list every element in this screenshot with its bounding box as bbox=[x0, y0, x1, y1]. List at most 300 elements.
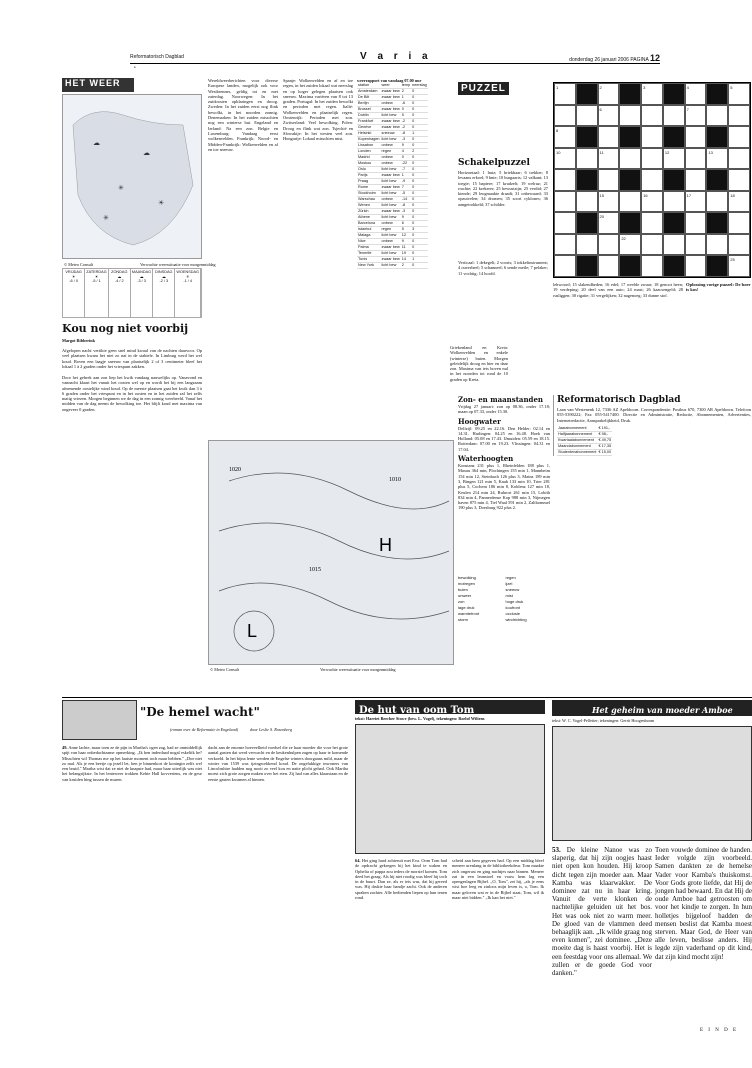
map-credit-top: © Meteo Consult bbox=[64, 262, 94, 267]
story-amboe-end: E I N D E bbox=[700, 1028, 738, 1033]
table-cell: Helsinki bbox=[357, 131, 381, 137]
svg-text:H: H bbox=[379, 535, 392, 555]
puzzle-cell[interactable]: 13 bbox=[706, 148, 728, 170]
puzzle-cell[interactable] bbox=[576, 148, 598, 170]
table-cell: Jaarabonnement bbox=[557, 426, 597, 432]
table-cell: Amsterdam bbox=[357, 89, 381, 95]
puzzle-black-cell bbox=[619, 83, 641, 105]
puzzle-cell[interactable]: 1 bbox=[554, 83, 576, 105]
table-cell: 1 bbox=[401, 95, 411, 101]
puzzle-cell[interactable] bbox=[554, 255, 576, 277]
table-cell: zwaar bew bbox=[381, 185, 400, 189]
puzzle-cell[interactable]: 20 bbox=[598, 212, 620, 234]
story-hemel-num: 49. bbox=[62, 745, 68, 750]
table-cell: onbew bbox=[381, 239, 401, 245]
story-tom-subtitle: tekst: Harriet Beecher Stowe (bew. L. Vogel), tekeningen: Roelof Wiltens bbox=[355, 716, 485, 721]
story-amboe-col1 bbox=[552, 846, 652, 977]
puzzle-cell[interactable]: 11 bbox=[598, 148, 620, 170]
story-tom-num: 64. bbox=[355, 858, 361, 863]
page-date-line bbox=[569, 53, 660, 63]
table-cell: licht bew bbox=[381, 167, 401, 173]
table-cell: zwaar bew bbox=[381, 89, 400, 93]
map-caption-bottom: Verwachte weerssituatie voor morgenmiddag bbox=[320, 667, 396, 672]
story-amboe-title: Het geheim van moeder Amboe bbox=[592, 705, 733, 715]
weather-byline: Margot Ribberink bbox=[62, 338, 95, 343]
table-cell: 0 bbox=[411, 203, 428, 209]
map-caption-top: Verwachte weerssituatie voor morgenmiddag bbox=[140, 262, 216, 267]
table-cell: De Bilt bbox=[357, 95, 381, 101]
table-cell: 5 bbox=[401, 227, 411, 233]
puzzle-cell[interactable] bbox=[728, 148, 750, 170]
weather-banner: HET WEER bbox=[62, 78, 134, 92]
table-cell: 1 bbox=[411, 257, 428, 263]
puzzle-cell[interactable]: 16 bbox=[641, 191, 663, 213]
table-cell: Kopenhagen bbox=[358, 137, 380, 141]
puzzle-clues-bottom: lehwoord; 15 slakendheden; 16 edel; 17 weelde zwaar; 18 genoot heen; 19 verdeping; 20 deel van een auto; 24 mast; 26 kaacsengeld; 28 rusliggen; 30 rigatie; 31 vergelijken; 32 nagenoeg; 33 dunne stof. bbox=[553, 282, 683, 298]
europe-map-icon bbox=[63, 95, 201, 258]
puzzle-horizontaal: Horizontaal: 1 huiz; 5 briekhaar; 6 trekker; 8 levaans erkoel; 9 bnie; 10 burgaarts; 12 valkant; 13 toegte; 15 baptere; 17 krudzelt; 19 welruz; 21 rrachte; 22 krekerer; 25 bewustzijn; 25 verdid; 27 kiende; 29 leogmaakte draadt; 31 onbewaard; 33 opzuivelen; 34 dromen; 35 soort cyklones; 36 aangetrokkeld; 37 schilder. bbox=[458, 170, 548, 207]
answer-label: Oplossing vorige puzzel: bbox=[686, 282, 734, 287]
table-cell: 0 bbox=[411, 197, 428, 203]
puzzle-cell[interactable] bbox=[641, 148, 663, 170]
puzzle-cell[interactable]: 25 bbox=[728, 255, 750, 277]
table-cell: -2 bbox=[401, 125, 411, 131]
table-cell: 1 bbox=[401, 173, 411, 179]
table-cell: licht bew bbox=[381, 233, 401, 239]
hoogwater-title: Hoogwater bbox=[458, 416, 501, 426]
table-cell: zwaar bew bbox=[381, 209, 400, 213]
legend-item: koufront bbox=[505, 605, 520, 610]
table-cell: zwaar bew bbox=[381, 95, 400, 99]
puzzle-cell[interactable] bbox=[706, 234, 728, 256]
table-cell: Dublin bbox=[357, 113, 381, 119]
colophon-text: Laan van Westenenk 12, 7336 AZ Apeldoorn. Correspondentie: Postbus 670, 7300 AR Apeldoorn. Telefoon 055-5390222; Fax 055-5417400. Directie en Administratie, Redactie, Abonnementen, Advertenties, Internetredactie, Aansprakelijkheid, Druk. bbox=[557, 407, 751, 423]
table-cell: -6 bbox=[401, 101, 411, 107]
table-cell: € 98,- bbox=[597, 431, 612, 437]
table-cell: Athene bbox=[357, 215, 381, 221]
table-cell: -3 bbox=[401, 209, 411, 215]
table-cell: Genève bbox=[357, 125, 381, 131]
sunmoon-block bbox=[458, 395, 550, 511]
table-cell: 0 bbox=[411, 173, 428, 179]
legend-item: bewolking bbox=[458, 575, 476, 580]
svg-text:☁: ☁ bbox=[93, 139, 100, 147]
puzzle-cell[interactable] bbox=[598, 255, 620, 277]
puzzle-cell[interactable]: 3 bbox=[641, 83, 663, 105]
puzzle-cell[interactable]: 15 bbox=[598, 191, 620, 213]
puzzle-cell[interactable] bbox=[728, 212, 750, 234]
table-cell: -3 bbox=[401, 137, 411, 143]
weather-legend bbox=[458, 575, 550, 622]
table-cell: € 191,- bbox=[598, 425, 611, 430]
puzzle-cell[interactable] bbox=[728, 126, 750, 148]
table-cell: 0 bbox=[411, 221, 428, 227]
table-cell: Frankfurt bbox=[357, 119, 381, 125]
puzzle-cell[interactable]: 8 bbox=[554, 126, 576, 148]
table-cell: licht bew bbox=[381, 203, 401, 209]
legend-item: warmtefront bbox=[458, 611, 480, 616]
puzzle-cell[interactable] bbox=[576, 191, 598, 213]
puzzle-cell[interactable] bbox=[685, 234, 707, 256]
table-cell: Berlijn bbox=[357, 101, 381, 107]
legend-item: regen bbox=[505, 575, 516, 580]
table-cell: -8 bbox=[401, 131, 411, 137]
table-row bbox=[557, 443, 612, 449]
table-cell: regen bbox=[381, 227, 401, 233]
sunmoon-text: Vrijdag 27 januari: zon op 08.36, onder 17.18; maan op 07.33, onder 15.30. bbox=[458, 404, 550, 415]
puzzle-cell[interactable] bbox=[619, 148, 641, 170]
puzzle-cell[interactable] bbox=[685, 148, 707, 170]
table-cell: Moskou bbox=[357, 161, 381, 167]
page-header bbox=[130, 48, 660, 64]
table-cell: onbew bbox=[381, 155, 401, 161]
puzzle-cell[interactable]: 17 bbox=[685, 191, 707, 213]
table-cell: 0 bbox=[411, 167, 428, 173]
table-cell: 1 bbox=[411, 131, 428, 137]
puzzle-cell[interactable] bbox=[706, 105, 728, 127]
table-cell: 12 bbox=[401, 233, 411, 239]
puzzle-black-cell bbox=[663, 83, 685, 105]
header-dot-left: • bbox=[134, 66, 136, 71]
table-cell: 0 bbox=[411, 263, 428, 269]
table-row bbox=[357, 263, 428, 269]
puzzle-grid[interactable] bbox=[553, 82, 751, 278]
story-hemel-col2: dacht aan de enorme hoeveelheid voedsel die ze haar moeder die voor het grote aantal gasten dat werd verwacht en de keukenhulpen zagen op haar te komende verkoeld. In het bijna lente werden de Engelse winters doorgaans mild, maar de winter van 1539 was ijzingwekkend koud. De ongelukkige inwoners van Lincolnshire hadden nog nooit zo veel kou en natte plicht gehad. Ook Martha moest zich grote zorgen maken over het eten. Zij had van alles klaarstaan en de eerste gasten kwamen al binnen. bbox=[208, 745, 348, 782]
table-cell: 0 bbox=[411, 143, 428, 149]
svg-text:1020: 1020 bbox=[229, 467, 241, 473]
page-number: 12 bbox=[649, 53, 660, 63]
story-amboe-col2: Toen vouwde dominee de handen. Ieder volgde zijn voorbeeld. Samen dankten ze de hemelse Vader voor Kamba's thuiskomst. Voor Gods grote liefde, dat Hij de jongen had bewaard. En dat Hij de oude Amboe had getroosten om voor het kindje te zorgen. In hun holletjes bijgeloof hadden de mensen beslist dat Kamba moest sterven. Maar God, de Heer van alle leven, beslisse anders. Hij legde zijn vaderhand op dit kind, dat zijn kind mocht zijn! bbox=[655, 846, 752, 961]
table-cell: 0 bbox=[411, 209, 428, 215]
weather-headline: Kou nog niet voorbij bbox=[62, 322, 189, 335]
table-cell: Kwartaalabonnement bbox=[557, 437, 597, 443]
weather-report-table bbox=[357, 78, 447, 269]
puzzle-cell[interactable] bbox=[663, 191, 685, 213]
table-cell: licht bew bbox=[381, 263, 401, 269]
table-cell: Barcelona bbox=[357, 221, 381, 227]
table-header: neerslag bbox=[412, 83, 427, 87]
forecast-day: MAANDAG ☁ -3 / 3 bbox=[131, 269, 153, 317]
puzzle-cell[interactable] bbox=[554, 105, 576, 127]
table-cell: sneeuw bbox=[381, 131, 401, 137]
puzzle-cell[interactable] bbox=[641, 126, 663, 148]
puzzle-cell[interactable] bbox=[685, 126, 707, 148]
puzzle-cell[interactable] bbox=[663, 234, 685, 256]
story-hemel-subtitle: (roman over de Reformatie in Engeland) bbox=[170, 727, 239, 732]
puzzle-cell[interactable]: 18 bbox=[728, 191, 750, 213]
puzzle-cell[interactable] bbox=[554, 191, 576, 213]
story-tom-col2: scheid aan hem gegeven had. Op een middag bleef meneer urenlang in de bibliotheekdeur. Tom maakte zich ongerust en ging nachtjes naar binnen. Meneer zat in een leunstoel en vouw hem lag een opengeslagen Bijbel. „O, Tom", zei hij, „als je eens wist hoe leeg en zinloos mijn leven is, o, Tom. Ik maar geloven wat er in de Bijbel staat, Tom, wil ik maar niet bidden." „Ik kan het niet." bbox=[452, 858, 544, 901]
table-cell: 9 bbox=[401, 215, 411, 221]
puzzle-black-cell bbox=[619, 212, 641, 234]
country-forecast-col2: Spanje: Wolkenvelden en af en toe regen, in het zuiden lokaal wat neerslag en op hoger gelegen plaatsen ook sneeuw. Maxima variëren van 8 tot 13 graden. Portugal: In het zuiden bewolkt en perioden met regen. Italië: Wolkenvelden en plaatselijk regen. Oostenrijk: Perioden met zon. Zwitserland: Veel bewolking. Polen: Droog en flink wat zon. Tsjechië en Slowakije: In het westen veel zon. Hongarije: Lokaal misschien mist. bbox=[283, 78, 353, 142]
table-cell: Istanbul bbox=[357, 227, 381, 233]
table-cell: € 49,75 bbox=[598, 437, 612, 442]
legend-item: motregen bbox=[458, 581, 475, 586]
legend-item: occlusie bbox=[505, 611, 520, 616]
table-cell: € 15,00 bbox=[598, 449, 612, 454]
table-cell: 5 bbox=[401, 113, 411, 119]
table-cell: -7 bbox=[401, 167, 411, 173]
puzzle-black-cell bbox=[663, 169, 685, 191]
forecast-day: DINSDAG ☁ -2 / 3 bbox=[153, 269, 175, 317]
puzzle-cell[interactable] bbox=[598, 169, 620, 191]
forecast-day: ZATERDAG ☀ -5 / 1 bbox=[85, 269, 108, 317]
table-row bbox=[557, 431, 612, 437]
puzzle-black-cell bbox=[663, 212, 685, 234]
puzzle-cell[interactable] bbox=[554, 234, 576, 256]
colophon bbox=[553, 395, 751, 456]
table-cell: licht bew bbox=[381, 191, 401, 197]
answer-text: De boer is kos! bbox=[686, 282, 751, 293]
waterhoogten-title: Waterhoogten bbox=[458, 454, 514, 464]
table-cell: 14 bbox=[401, 257, 411, 263]
puzzle-cell[interactable]: 5 bbox=[728, 83, 750, 105]
story-amboe-text: De kleine Nanoe was zo slaperig, dat hij zijn oogjes haast niet open kon houden. Hij kroop dicht tegen zijn moeder aan. Maar Kamba was klaarwakker. De dominee zat nu in haar kring. Vanuit de verte klonken de nachtelijke geluiden uit het bos. Het was ook niet zo warm meer. De gloed van de vlammen deed behaaglijk aan. „Ik wilde graag nog even komen", zei dominee. „Deze moeite dag is haast voorbij. Het is een feestdag voor ons allemaal. We zullen er de goede God voor danken." bbox=[552, 846, 652, 978]
puzzle-black-cell bbox=[576, 255, 598, 277]
table-cell: 9 bbox=[401, 143, 411, 149]
table-cell: 0 bbox=[411, 119, 428, 125]
table-title: weerrapport van vandaag 07.00 uur bbox=[357, 78, 422, 83]
table-cell: Rome bbox=[357, 185, 381, 191]
svg-text:✳: ✳ bbox=[103, 214, 109, 222]
weather-table bbox=[357, 83, 428, 269]
story-hemel-title: "De hemel wacht" bbox=[140, 705, 260, 719]
puzzle-black-cell bbox=[663, 255, 685, 277]
table-cell: Maandabonnement bbox=[557, 443, 597, 449]
legend-item: mist bbox=[505, 593, 513, 598]
table-cell: onbew bbox=[381, 221, 401, 227]
table-cell: zwaar bew bbox=[381, 257, 400, 261]
svg-text:L: L bbox=[247, 621, 258, 641]
puzzle-cell[interactable] bbox=[641, 169, 663, 191]
puzzle-cell[interactable] bbox=[619, 105, 641, 127]
section-title: V a r i a bbox=[360, 51, 432, 62]
puzzle-cell[interactable] bbox=[728, 234, 750, 256]
puzzle-cell[interactable] bbox=[576, 105, 598, 127]
table-cell: licht bew bbox=[381, 137, 401, 143]
puzzle-black-cell bbox=[706, 83, 728, 105]
puzzle-cell[interactable] bbox=[685, 212, 707, 234]
puzzle-verticaal: Verticaal: 1 dekegelt; 2 vooris; 3 tokkelinstrument; 4 ouverheel; 5 schanneel; 6 sende metle; 7 pelaker; 11 vochtig; 14 hoofd. bbox=[458, 260, 548, 276]
table-cell: Warschau bbox=[357, 197, 381, 203]
puzzle-title: Schakelpuzzel bbox=[458, 158, 530, 168]
table-cell: -9 bbox=[401, 179, 411, 185]
puzzle-black-cell bbox=[619, 169, 641, 191]
puzzle-black-cell bbox=[576, 83, 598, 105]
table-cell: Stockholm bbox=[357, 191, 381, 197]
puzzle-cell[interactable]: 7 bbox=[685, 105, 707, 127]
table-cell: Parijs bbox=[357, 173, 381, 179]
forecast-day: ZONDAG ☁ -4 / 2 bbox=[109, 269, 131, 317]
puzzle-cell[interactable]: 2 bbox=[598, 83, 620, 105]
table-cell: 0 bbox=[411, 89, 428, 95]
table-cell: licht bew bbox=[381, 113, 401, 119]
puzzle-black-cell bbox=[706, 169, 728, 191]
puzzle-cell[interactable] bbox=[641, 255, 663, 277]
table-cell: € 17,35 bbox=[598, 443, 612, 448]
table-header: weer bbox=[381, 83, 401, 89]
colophon-title: Reformatorisch Dagblad bbox=[557, 395, 681, 405]
table-cell: -5 bbox=[401, 191, 411, 197]
table-cell: 0 bbox=[411, 137, 428, 143]
table-cell: licht bew bbox=[381, 215, 401, 221]
table-cell: Lissabon bbox=[357, 143, 381, 149]
weather-body: Door het gebrek aan zon liep het kwik vandaag nauwelijks op. Vanavond en vannacht klaart het vanuit het oosten wel op en wordt het bij een langzaam afnemende oostelijke wind koud. Op de meeste plaatsen gaat het kwik dan 3 à 6 graden onder het vriespunt en in het oosten en in het zuiden zal het zelfs matig vriezen. Morgen beginnen we de dag in een zonnig weerbeeld. Vanaf het midden van de dag neemt de bewolking toe. Het blijft koud met maxima van ongeveer 0 graden. bbox=[62, 375, 202, 412]
table-cell: 0 bbox=[411, 161, 428, 167]
puzzle-cell[interactable] bbox=[728, 169, 750, 191]
paper-name: Reformatorisch Dagblad bbox=[130, 54, 184, 60]
waterhoogten-text: Konstanz 231 plus 1, Rheinfelden 188 plus 1, Maxau 364 min, Plochingen 155 min 1, Mannheim 154 min 12, Steinbach 126 plus 3, Mainz 189 min 3, Bingen 121 min 5, Kaub 133 min 10, Trier 281 plus 5, Cochem 186 min 8, Koblenz 127 min 18, Keulen 214 min 24, Ruhrort 261 min 15, Lobith 834 min 4, Pannerdense Kop 988 min 3, Nijmegen haven 875 min 4, Tiel Waal 591 min 2, Zaltbommel 190 plus 3, Doesburg 922 plus 2. bbox=[458, 463, 550, 511]
table-cell: 2 bbox=[401, 263, 411, 269]
forecast-day: VRIJDAG ☀ -6 / 0 bbox=[63, 269, 85, 317]
puzzle-cell[interactable] bbox=[728, 105, 750, 127]
story-hemel-text: Anne lachte, maar toen ze de pijn in Martha's ogen zag, had ze onmiddellijk spijt van haar onbedachtzame opmerking. „Ik ben inderdaad nogal eskeliik he? Misschien wil Thomas me op het laatste moment toch maar hebben." „Doe niet zo mal. Als je een beetje op jezelf let, ben je binnenkort de koningin zelfs wel een bruid." Martha wist dat ze niet de knapste had, maar haar uiterlijk was niet het belangrijkste. In het lenteweer trokken Kebie Hall kovvertens, en de geur van kruiden hing tussen de muren. bbox=[62, 745, 203, 782]
legend-item: buien bbox=[458, 587, 468, 592]
table-cell: regen bbox=[381, 149, 401, 155]
table-cell: 0 bbox=[411, 215, 428, 221]
table-cell: 0 bbox=[401, 107, 411, 113]
pressure-map bbox=[208, 440, 454, 665]
puzzle-cell[interactable]: 4 bbox=[685, 83, 707, 105]
puzzle-black-cell bbox=[706, 255, 728, 277]
svg-text:1015: 1015 bbox=[309, 567, 321, 573]
table-cell: onbew bbox=[381, 161, 401, 167]
puzzle-cell[interactable] bbox=[685, 255, 707, 277]
story-amboe-num: 53. bbox=[552, 846, 561, 854]
puzzle-cell[interactable] bbox=[663, 105, 685, 127]
table-cell: 0 bbox=[411, 245, 428, 251]
legend-item: ijzel bbox=[505, 581, 513, 586]
table-cell: Palma bbox=[357, 245, 381, 251]
puzzle-cell[interactable] bbox=[641, 234, 663, 256]
country-forecast-col1: Wereldweerberichten voor diverse Europese landen, mogelijk ook voor Westbrennes, geldig tot en met zaterdag. Noorwegen: In het zuidoosten opklaringen en droog. Zweden: In het zuiden eerst nog flink bewolkt, in het noorden zonnig. Denemarken: In het zuiden misschien nog een winterse bui. Engeland en Ierland: Na een zon. Belgie en Luxemburg: Vandaag eerst wolkenvelden. Frankrijk: Noord- en Midden-Frankrijk: Wolkenvelden en af en toe sneeuw. bbox=[208, 78, 278, 152]
puzzle-cell[interactable] bbox=[554, 212, 576, 234]
story-hemel-col1 bbox=[62, 745, 202, 1045]
legend-item: lage druk bbox=[458, 605, 475, 610]
puzzle-logo: PUZZEL bbox=[458, 82, 509, 95]
table-cell: 0 bbox=[411, 155, 428, 161]
puzzle-black-cell bbox=[619, 255, 641, 277]
svg-text:☁: ☁ bbox=[143, 149, 150, 157]
puzzle-cell[interactable]: 10 bbox=[554, 148, 576, 170]
page-separator bbox=[62, 697, 752, 698]
puzzle-cell[interactable]: 6 bbox=[598, 105, 620, 127]
table-cell: Tenerife bbox=[357, 251, 381, 257]
table-cell: zwaar bew bbox=[381, 119, 400, 123]
table-cell: 0 bbox=[411, 179, 428, 185]
table-cell: 0 bbox=[411, 101, 428, 107]
legend-item: zon bbox=[458, 599, 465, 604]
legend-item: sneeuw bbox=[505, 587, 520, 592]
table-cell: zwaar bew bbox=[381, 173, 400, 177]
puzzle-cell[interactable] bbox=[554, 169, 576, 191]
table-cell: -2 bbox=[401, 119, 411, 125]
table-cell: 0 bbox=[411, 239, 428, 245]
table-cell: zwaar bew bbox=[381, 245, 400, 249]
table-cell: zwaar bew bbox=[381, 125, 400, 129]
table-cell: Praag bbox=[357, 179, 381, 185]
table-cell: 7 bbox=[401, 185, 411, 191]
table-cell: Tunis bbox=[357, 257, 381, 263]
table-cell: 6 bbox=[401, 221, 411, 227]
puzzle-cell[interactable]: 22 bbox=[619, 234, 641, 256]
story-tom-illustration bbox=[355, 724, 545, 854]
date: donderdag 26 januari 2006 bbox=[569, 57, 629, 63]
table-cell: 3 bbox=[411, 227, 428, 233]
puzzle-black-cell bbox=[706, 126, 728, 148]
puzzle-black-cell bbox=[576, 126, 598, 148]
sunmoon-title: Zon- en maanstanden bbox=[458, 395, 543, 404]
table-cell: Brussel bbox=[357, 107, 381, 113]
table-cell: licht bew bbox=[381, 179, 401, 185]
table-cell: 0 bbox=[411, 125, 428, 131]
table-cell: 0 bbox=[411, 233, 428, 239]
table-cell: zwaar bew bbox=[381, 107, 400, 111]
puzzle-cell[interactable] bbox=[641, 105, 663, 127]
table-row bbox=[557, 437, 612, 443]
puzzle-black-cell bbox=[706, 212, 728, 234]
table-cell: Malaga bbox=[357, 233, 381, 239]
svg-text:☀: ☀ bbox=[158, 199, 165, 207]
puzzle-black-cell bbox=[619, 126, 641, 148]
story-tom-text: Het ging hard achteruit met Eva. Oom Tom had de opdracht gekregen bij het kind te waken en Ophelia of pappa zou ieders de morstel komen. Tom deed het graag. Als hij niet roodig was bleef hij toch in de buurt. Dan ze, als er iets was, dat hij gereed was. Hij drukte haar handje zacht. Ook de anderen spraken zachter. Alle bedienden liepen op hun tenen rond. bbox=[355, 858, 447, 901]
puzzle-cell[interactable] bbox=[576, 234, 598, 256]
story-hemel-image bbox=[62, 700, 137, 740]
legend-item: onweer bbox=[458, 593, 472, 598]
page-label: PAGINA bbox=[630, 57, 649, 63]
legend-item: windrichting bbox=[505, 617, 527, 622]
table-cell: Nice bbox=[357, 239, 381, 245]
table-cell: Halfjaarabonnement bbox=[557, 431, 597, 437]
table-cell: onbew bbox=[381, 197, 401, 203]
puzzle-cell[interactable] bbox=[641, 212, 663, 234]
table-cell: 0 bbox=[411, 95, 428, 101]
table-cell: onbew bbox=[381, 101, 401, 107]
table-cell: Wenen bbox=[357, 203, 381, 209]
table-cell: 2 bbox=[411, 149, 428, 155]
story-tom-col1 bbox=[355, 858, 447, 900]
price-table bbox=[557, 426, 612, 456]
greece-forecast: Griekenland en Kreta: Wolkenvelden en enkele (winterse) buien. Morgen geleidelijk droog en hier en daar zon. Maxima van iets boven nul in het noorden tot rond de 10 graden op Kreta. bbox=[450, 345, 508, 382]
story-tom-title: De hut van oom Tom bbox=[359, 705, 475, 716]
table-cell: 4 bbox=[401, 149, 411, 155]
legend-item: storm bbox=[458, 617, 468, 622]
table-cell: licht bew bbox=[381, 251, 401, 257]
story-amboe-illustration bbox=[552, 726, 752, 841]
puzzle-cell[interactable] bbox=[598, 234, 620, 256]
table-cell: 0 bbox=[411, 185, 428, 191]
table-header: temp bbox=[401, 83, 411, 87]
puzzle-cell[interactable] bbox=[685, 169, 707, 191]
table-cell: Oslo bbox=[357, 167, 381, 173]
puzzle-cell[interactable]: 12 bbox=[663, 148, 685, 170]
puzzle-cell[interactable] bbox=[706, 191, 728, 213]
puzzle-cell[interactable] bbox=[619, 191, 641, 213]
table-header: station bbox=[357, 83, 381, 89]
table-cell: 0 bbox=[411, 191, 428, 197]
map-credit-bottom: © Meteo Consult bbox=[210, 667, 240, 672]
table-cell: Madrid bbox=[357, 155, 381, 161]
table-cell: 0 bbox=[411, 113, 428, 119]
table-cell: -14 bbox=[401, 197, 411, 203]
forecast-day: WOENSDAG ✳ -1 / 4 bbox=[175, 269, 201, 317]
isobar-map-icon bbox=[209, 441, 453, 664]
forecast-strip bbox=[62, 268, 202, 318]
table-cell: 19 bbox=[401, 251, 411, 257]
puzzle-cell[interactable] bbox=[598, 126, 620, 148]
table-cell: 11 bbox=[401, 245, 411, 251]
